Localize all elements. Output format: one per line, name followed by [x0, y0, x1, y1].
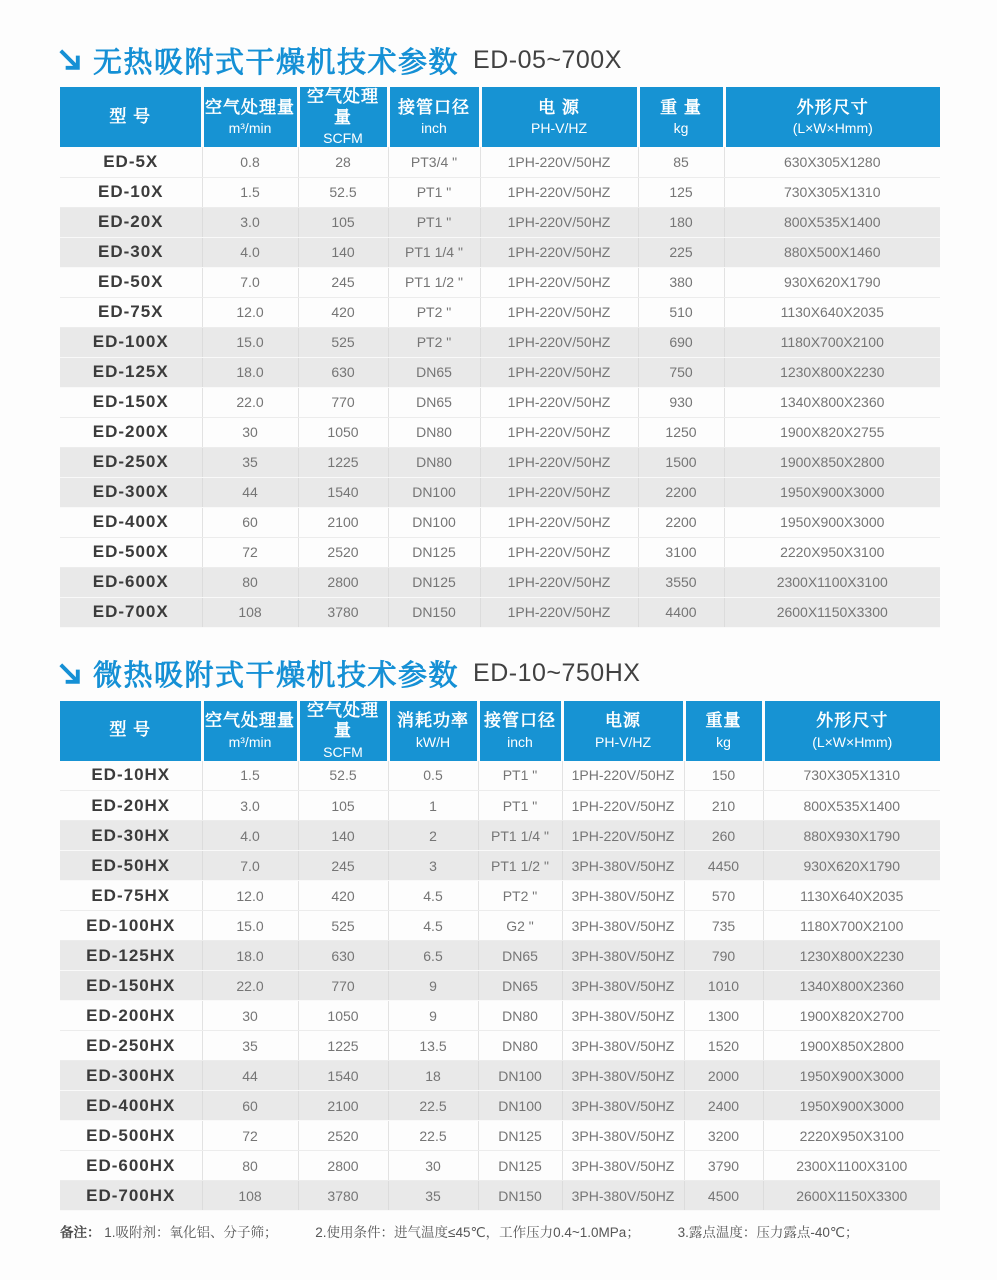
value-cell: DN80	[478, 1001, 562, 1031]
value-cell: 3PH-380V/50HZ	[562, 881, 684, 911]
value-cell: 730X305X1310	[763, 761, 940, 791]
value-cell: 1	[388, 791, 478, 821]
model-cell: ED-10HX	[60, 761, 202, 791]
value-cell: 1180X700X2100	[763, 911, 940, 941]
value-cell: PT1 1/2 "	[388, 267, 480, 297]
value-cell: 735	[684, 911, 763, 941]
value-cell: 30	[388, 1151, 478, 1181]
header-row	[60, 87, 940, 147]
value-cell: 1250	[638, 417, 724, 447]
section-heatless-dryer	[60, 42, 940, 628]
value-cell: 2100	[298, 507, 388, 537]
model-cell: ED-250HX	[60, 1031, 202, 1061]
value-cell: PT1 "	[478, 761, 562, 791]
value-cell: PT1 "	[478, 791, 562, 821]
value-cell: 790	[684, 941, 763, 971]
table-row	[60, 417, 940, 447]
value-cell: 1PH-220V/50HZ	[480, 567, 638, 597]
footnote	[60, 1221, 940, 1241]
value-cell: 800X535X1400	[763, 791, 940, 821]
value-cell: 4.5	[388, 881, 478, 911]
table-row	[60, 791, 940, 821]
value-cell: PT1 1/4 "	[388, 237, 480, 267]
value-cell: 3550	[638, 567, 724, 597]
value-cell: 930	[638, 387, 724, 417]
model-cell: ED-600X	[60, 567, 202, 597]
value-cell: 1540	[298, 477, 388, 507]
table-row	[60, 327, 940, 357]
value-cell: 1900X820X2700	[763, 1001, 940, 1031]
value-cell: 1PH-220V/50HZ	[480, 477, 638, 507]
value-cell: 44	[202, 1061, 298, 1091]
value-cell: 1230X800X2230	[763, 941, 940, 971]
value-cell: DN65	[478, 971, 562, 1001]
arrow-down-right-icon	[55, 659, 85, 689]
value-cell: DN125	[388, 537, 480, 567]
value-cell: 1PH-220V/50HZ	[480, 267, 638, 297]
table-row	[60, 761, 940, 791]
value-cell: 0.8	[202, 147, 298, 177]
value-cell: 85	[638, 147, 724, 177]
value-cell: 80	[202, 567, 298, 597]
table-row	[60, 1121, 940, 1151]
value-cell: 7.0	[202, 267, 298, 297]
model-cell: ED-200X	[60, 417, 202, 447]
value-cell: 3PH-380V/50HZ	[562, 1121, 684, 1151]
value-cell: 22.0	[202, 387, 298, 417]
model-cell: ED-50X	[60, 267, 202, 297]
value-cell: 15.0	[202, 911, 298, 941]
value-cell: 35	[202, 447, 298, 477]
model-cell: ED-50HX	[60, 851, 202, 881]
value-cell: 3PH-380V/50HZ	[562, 1031, 684, 1061]
value-cell: 1130X640X2035	[724, 297, 940, 327]
value-cell: 3100	[638, 537, 724, 567]
column-header: 消耗功率 kW/H	[388, 701, 478, 761]
column-header: 外形尺寸 (L×W×Hmm)	[724, 87, 940, 147]
model-cell: ED-400HX	[60, 1091, 202, 1121]
model-cell: ED-400X	[60, 507, 202, 537]
value-cell: 1PH-220V/50HZ	[480, 207, 638, 237]
header-row	[60, 701, 940, 761]
value-cell: 1PH-220V/50HZ	[480, 387, 638, 417]
model-cell: ED-20HX	[60, 791, 202, 821]
value-cell: 3200	[684, 1121, 763, 1151]
model-range-label: ED-05~700X	[473, 45, 622, 74]
value-cell: 420	[298, 881, 388, 911]
value-cell: 6.5	[388, 941, 478, 971]
table-row	[60, 447, 940, 477]
model-cell: ED-300HX	[60, 1061, 202, 1091]
value-cell: 1PH-220V/50HZ	[562, 761, 684, 791]
model-range-label: ED-10~750HX	[473, 659, 641, 687]
heatless-dryer-spec-table	[60, 87, 940, 628]
value-cell: 18.0	[202, 357, 298, 387]
value-cell: 1225	[298, 447, 388, 477]
value-cell: DN100	[388, 507, 480, 537]
value-cell: 630X305X1280	[724, 147, 940, 177]
model-cell: ED-150HX	[60, 971, 202, 1001]
value-cell: 105	[298, 207, 388, 237]
value-cell: 3	[388, 851, 478, 881]
section-microheat-dryer	[60, 656, 940, 1212]
value-cell: 380	[638, 267, 724, 297]
value-cell: 2600X1150X3300	[763, 1181, 940, 1211]
value-cell: DN65	[478, 941, 562, 971]
value-cell: 1300	[684, 1001, 763, 1031]
value-cell: 13.5	[388, 1031, 478, 1061]
value-cell: 1225	[298, 1031, 388, 1061]
value-cell: 4500	[684, 1181, 763, 1211]
value-cell: 2	[388, 821, 478, 851]
table-row	[60, 1031, 940, 1061]
value-cell: 1950X900X3000	[763, 1061, 940, 1091]
table-row	[60, 297, 940, 327]
value-cell: 125	[638, 177, 724, 207]
value-cell: 4400	[638, 597, 724, 627]
value-cell: 2600X1150X3300	[724, 597, 940, 627]
value-cell: 30	[202, 1001, 298, 1031]
value-cell: 1520	[684, 1031, 763, 1061]
value-cell: 2300X1100X3100	[763, 1151, 940, 1181]
section-title: 微热吸附式干燥机技术参数	[93, 660, 460, 692]
value-cell: 1.5	[202, 177, 298, 207]
table-row	[60, 1061, 940, 1091]
value-cell: 3.0	[202, 207, 298, 237]
value-cell: 44	[202, 477, 298, 507]
value-cell: 35	[388, 1181, 478, 1211]
value-cell: PT1 1/2 "	[478, 851, 562, 881]
value-cell: 3780	[298, 597, 388, 627]
table-row	[60, 507, 940, 537]
value-cell: 12.0	[202, 297, 298, 327]
value-cell: 108	[202, 1181, 298, 1211]
value-cell: 2200	[638, 507, 724, 537]
value-cell: DN80	[388, 447, 480, 477]
value-cell: 1PH-220V/50HZ	[480, 297, 638, 327]
column-header: 空气处理量 SCFM	[298, 701, 388, 761]
table-row	[60, 597, 940, 627]
model-cell: ED-150X	[60, 387, 202, 417]
model-cell: ED-500X	[60, 537, 202, 567]
value-cell: 72	[202, 1121, 298, 1151]
value-cell: 1010	[684, 971, 763, 1001]
value-cell: 3PH-380V/50HZ	[562, 851, 684, 881]
value-cell: 3.0	[202, 791, 298, 821]
table-row	[60, 941, 940, 971]
value-cell: 1540	[298, 1061, 388, 1091]
value-cell: PT2 "	[388, 297, 480, 327]
value-cell: 1PH-220V/50HZ	[480, 237, 638, 267]
column-header: 重量 kg	[684, 701, 763, 761]
model-cell: ED-30X	[60, 237, 202, 267]
value-cell: 930X620X1790	[724, 267, 940, 297]
value-cell: 1950X900X3000	[763, 1091, 940, 1121]
model-cell: ED-75HX	[60, 881, 202, 911]
value-cell: 7.0	[202, 851, 298, 881]
value-cell: 3PH-380V/50HZ	[562, 1181, 684, 1211]
value-cell: 2520	[298, 1121, 388, 1151]
table-row	[60, 911, 940, 941]
column-header: 外形尺寸 (L×W×Hmm)	[763, 701, 940, 761]
value-cell: 2300X1100X3100	[724, 567, 940, 597]
value-cell: 750	[638, 357, 724, 387]
value-cell: 525	[298, 911, 388, 941]
section-title-row-1	[55, 42, 940, 78]
value-cell: 880X500X1460	[724, 237, 940, 267]
value-cell: 730X305X1310	[724, 177, 940, 207]
model-cell: ED-75X	[60, 297, 202, 327]
value-cell: 28	[298, 147, 388, 177]
value-cell: 880X930X1790	[763, 821, 940, 851]
value-cell: DN150	[478, 1181, 562, 1211]
value-cell: DN100	[478, 1091, 562, 1121]
table-row	[60, 147, 940, 177]
value-cell: 1PH-220V/50HZ	[562, 791, 684, 821]
model-cell: ED-700X	[60, 597, 202, 627]
value-cell: 3PH-380V/50HZ	[562, 1061, 684, 1091]
value-cell: 12.0	[202, 881, 298, 911]
value-cell: PT2 "	[388, 327, 480, 357]
column-header: 型 号	[60, 87, 202, 147]
value-cell: DN65	[388, 387, 480, 417]
value-cell: 1950X900X3000	[724, 477, 940, 507]
value-cell: 3PH-380V/50HZ	[562, 941, 684, 971]
value-cell: 2220X950X3100	[724, 537, 940, 567]
value-cell: 30	[202, 417, 298, 447]
value-cell: 1PH-220V/50HZ	[480, 597, 638, 627]
column-header: 电源 PH-V/HZ	[562, 701, 684, 761]
table-row	[60, 237, 940, 267]
value-cell: 770	[298, 971, 388, 1001]
model-cell: ED-500HX	[60, 1121, 202, 1151]
section-title-row-2	[55, 656, 940, 692]
value-cell: 2220X950X3100	[763, 1121, 940, 1151]
value-cell: 1PH-220V/50HZ	[480, 327, 638, 357]
value-cell: 150	[684, 761, 763, 791]
value-cell: 1900X850X2800	[724, 447, 940, 477]
value-cell: 72	[202, 537, 298, 567]
value-cell: 108	[202, 597, 298, 627]
value-cell: 9	[388, 1001, 478, 1031]
value-cell: DN125	[478, 1151, 562, 1181]
table-row	[60, 567, 940, 597]
model-cell: ED-100HX	[60, 911, 202, 941]
value-cell: 140	[298, 821, 388, 851]
value-cell: 245	[298, 851, 388, 881]
value-cell: 9	[388, 971, 478, 1001]
model-cell: ED-30HX	[60, 821, 202, 851]
model-cell: ED-20X	[60, 207, 202, 237]
value-cell: DN80	[478, 1031, 562, 1061]
value-cell: 4.5	[388, 911, 478, 941]
value-cell: PT1 "	[388, 207, 480, 237]
model-cell: ED-10X	[60, 177, 202, 207]
table-row	[60, 851, 940, 881]
value-cell: 22.5	[388, 1091, 478, 1121]
value-cell: 4.0	[202, 237, 298, 267]
value-cell: 105	[298, 791, 388, 821]
value-cell: PT1 1/4 "	[478, 821, 562, 851]
table-row	[60, 1091, 940, 1121]
value-cell: 630	[298, 357, 388, 387]
value-cell: DN125	[478, 1121, 562, 1151]
footnote-item-dewpoint: 3.露点温度：压力露点-40℃；	[677, 1225, 859, 1240]
value-cell: DN100	[388, 477, 480, 507]
value-cell: 60	[202, 1091, 298, 1121]
value-cell: 225	[638, 237, 724, 267]
value-cell: 245	[298, 267, 388, 297]
table-row	[60, 387, 940, 417]
value-cell: 420	[298, 297, 388, 327]
value-cell: 2520	[298, 537, 388, 567]
table-row	[60, 881, 940, 911]
table-row	[60, 537, 940, 567]
arrow-down-right-icon	[55, 45, 85, 75]
value-cell: 1PH-220V/50HZ	[480, 507, 638, 537]
value-cell: 18.0	[202, 941, 298, 971]
footnote-item-adsorbent: 1.吸附剂：氧化铝、分子筛；	[104, 1225, 278, 1240]
table-row	[60, 1181, 940, 1211]
value-cell: 2200	[638, 477, 724, 507]
model-cell: ED-125X	[60, 357, 202, 387]
value-cell: 800X535X1400	[724, 207, 940, 237]
value-cell: 690	[638, 327, 724, 357]
value-cell: DN150	[388, 597, 480, 627]
value-cell: DN80	[388, 417, 480, 447]
column-header: 重 量 kg	[638, 87, 724, 147]
value-cell: 1PH-220V/50HZ	[480, 417, 638, 447]
value-cell: 1900X820X2755	[724, 417, 940, 447]
value-cell: 2800	[298, 567, 388, 597]
value-cell: DN125	[388, 567, 480, 597]
value-cell: 35	[202, 1031, 298, 1061]
value-cell: 1PH-220V/50HZ	[480, 147, 638, 177]
value-cell: PT2 "	[478, 881, 562, 911]
value-cell: 1PH-220V/50HZ	[480, 537, 638, 567]
table-row	[60, 1151, 940, 1181]
footnote-item-conditions: 2.使用条件：进气温度≤45℃，工作压力0.4~1.0MPa；	[315, 1225, 640, 1240]
value-cell: 3PH-380V/50HZ	[562, 911, 684, 941]
column-header: 空气处理量 SCFM	[298, 87, 388, 147]
value-cell: 2100	[298, 1091, 388, 1121]
value-cell: 260	[684, 821, 763, 851]
value-cell: 630	[298, 941, 388, 971]
column-header: 电 源 PH-V/HZ	[480, 87, 638, 147]
value-cell: G2 "	[478, 911, 562, 941]
value-cell: 18	[388, 1061, 478, 1091]
value-cell: 1340X800X2360	[763, 971, 940, 1001]
value-cell: 525	[298, 327, 388, 357]
value-cell: 1PH-220V/50HZ	[562, 821, 684, 851]
table-row	[60, 357, 940, 387]
value-cell: 2800	[298, 1151, 388, 1181]
value-cell: 180	[638, 207, 724, 237]
value-cell: 22.0	[202, 971, 298, 1001]
section-title: 无热吸附式干燥机技术参数	[93, 46, 460, 79]
value-cell: 1950X900X3000	[724, 507, 940, 537]
value-cell: 52.5	[298, 761, 388, 791]
value-cell: 1500	[638, 447, 724, 477]
value-cell: 570	[684, 881, 763, 911]
value-cell: 52.5	[298, 177, 388, 207]
value-cell: 80	[202, 1151, 298, 1181]
table-row	[60, 1001, 940, 1031]
table-row	[60, 821, 940, 851]
value-cell: 3790	[684, 1151, 763, 1181]
value-cell: 210	[684, 791, 763, 821]
microheat-dryer-spec-table	[60, 701, 940, 1212]
value-cell: 2000	[684, 1061, 763, 1091]
value-cell: 15.0	[202, 327, 298, 357]
footnote-label: 备注：	[60, 1225, 101, 1240]
model-cell: ED-100X	[60, 327, 202, 357]
value-cell: PT3/4 "	[388, 147, 480, 177]
value-cell: 3PH-380V/50HZ	[562, 1091, 684, 1121]
value-cell: DN65	[388, 357, 480, 387]
value-cell: 4.0	[202, 821, 298, 851]
table-row	[60, 477, 940, 507]
value-cell: 1340X800X2360	[724, 387, 940, 417]
value-cell: 1180X700X2100	[724, 327, 940, 357]
value-cell: 1050	[298, 417, 388, 447]
value-cell: 3PH-380V/50HZ	[562, 1151, 684, 1181]
column-header: 型 号	[60, 701, 202, 761]
column-header: 接管口径 inch	[388, 87, 480, 147]
value-cell: 3PH-380V/50HZ	[562, 971, 684, 1001]
value-cell: 0.5	[388, 761, 478, 791]
value-cell: 1230X800X2230	[724, 357, 940, 387]
value-cell: 1PH-220V/50HZ	[480, 357, 638, 387]
model-cell: ED-125HX	[60, 941, 202, 971]
value-cell: 140	[298, 237, 388, 267]
table-row	[60, 177, 940, 207]
column-header: 空气处理量 m³/min	[202, 87, 298, 147]
model-cell: ED-5X	[60, 147, 202, 177]
value-cell: 930X620X1790	[763, 851, 940, 881]
value-cell: 3PH-380V/50HZ	[562, 1001, 684, 1031]
model-cell: ED-250X	[60, 447, 202, 477]
model-cell: ED-300X	[60, 477, 202, 507]
value-cell: 22.5	[388, 1121, 478, 1151]
value-cell: 1PH-220V/50HZ	[480, 177, 638, 207]
value-cell: 1.5	[202, 761, 298, 791]
value-cell: 1050	[298, 1001, 388, 1031]
value-cell: 3780	[298, 1181, 388, 1211]
model-cell: ED-700HX	[60, 1181, 202, 1211]
value-cell: 510	[638, 297, 724, 327]
value-cell: 1900X850X2800	[763, 1031, 940, 1061]
table-row	[60, 971, 940, 1001]
value-cell: DN100	[478, 1061, 562, 1091]
value-cell: 4450	[684, 851, 763, 881]
table-row	[60, 267, 940, 297]
value-cell: 770	[298, 387, 388, 417]
value-cell: 1PH-220V/50HZ	[480, 447, 638, 477]
model-cell: ED-600HX	[60, 1151, 202, 1181]
column-header: 接管口径 inch	[478, 701, 562, 761]
value-cell: 2400	[684, 1091, 763, 1121]
value-cell: PT1 "	[388, 177, 480, 207]
column-header: 空气处理量 m³/min	[202, 701, 298, 761]
value-cell: 60	[202, 507, 298, 537]
model-cell: ED-200HX	[60, 1001, 202, 1031]
table-row	[60, 207, 940, 237]
value-cell: 1130X640X2035	[763, 881, 940, 911]
